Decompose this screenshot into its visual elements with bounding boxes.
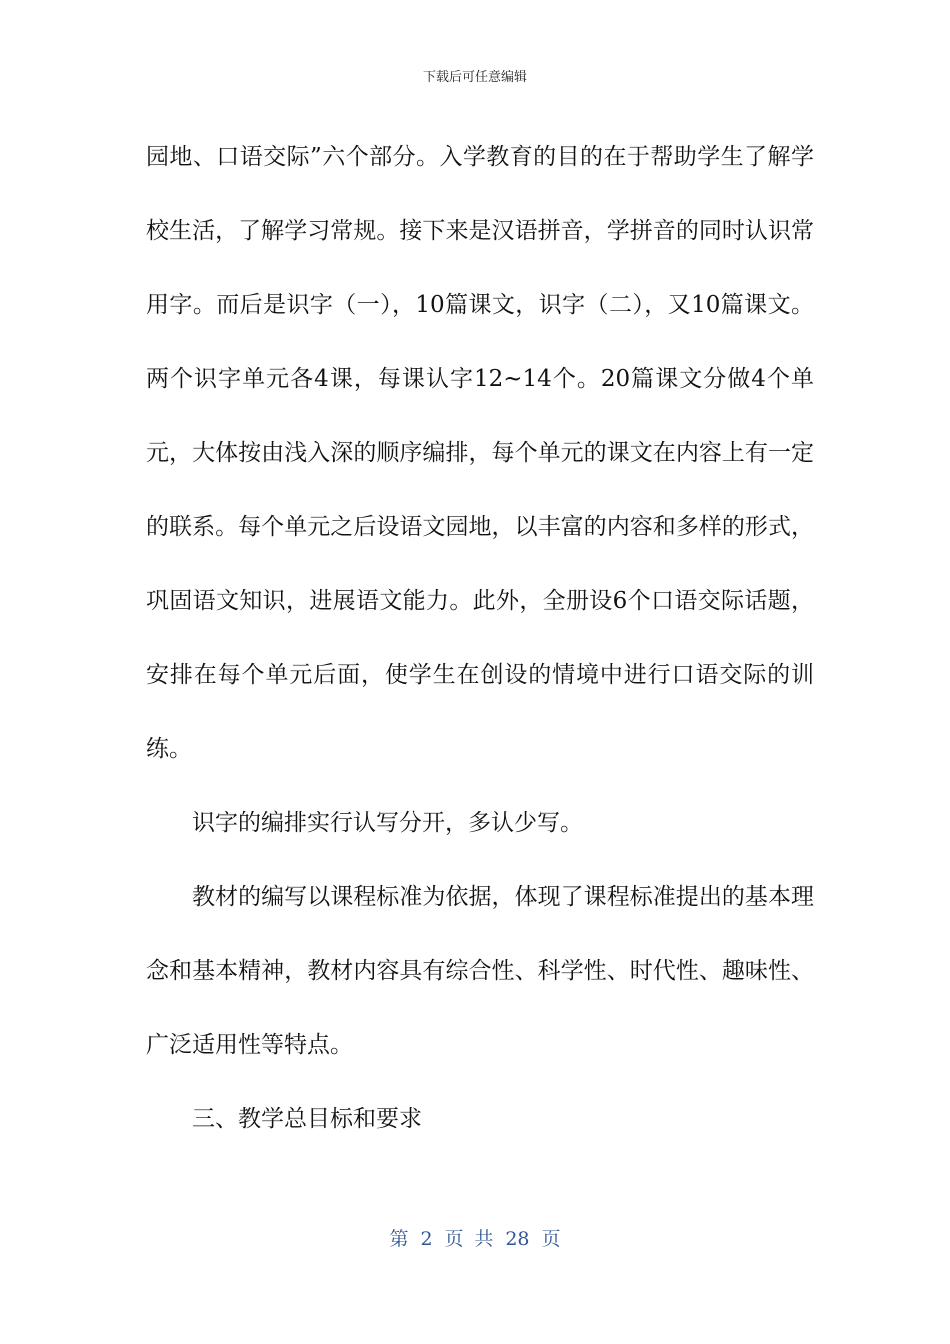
header-note: 下载后可任意编辑: [422, 70, 527, 85]
paragraph-textbook-features: 教材的编写以课程标准为依据，体现了课程标准提出的基本理念和基本精神，教材内容具有综合性、科学性、时代性、趣味性、广泛适用性等特点。: [146, 884, 814, 1058]
footer-page-total: 28: [505, 1228, 530, 1250]
paragraph-literacy-arrangement: 识字的编排实行认写分开，多认少写。: [192, 810, 583, 836]
footer-page-current: 2: [420, 1228, 433, 1250]
document-body: [146, 120, 814, 1156]
footer-suffix: 页: [541, 1228, 561, 1250]
section-heading-teaching-goals: 三、教学总目标和要求: [192, 1106, 422, 1132]
page-number-footer: [0, 1224, 950, 1251]
footer-middle: 页 共: [444, 1228, 494, 1250]
footer-prefix: 第: [389, 1228, 409, 1250]
paragraph-intro-continued: 园地、口语交际”六个部分。入学教育的目的在于帮助学生了解学校生活，了解学习常规。接下来是汉语拼音，学拼音的同时认识常用字。而后是识字（一），10篇课文，识字（二），又10篇课文。两个识字单元各4课，每课认字12~14个。20篇课文分做4个单元，大体按由浅入深的顺序编排，每个单元的课文在内容上有一定的联系。每个单元之后设语文园地，以丰富的内容和多样的形式，巩固语文知识，进展语文能力。此外，全册设6个口语交际话题，安排在每个单元后面，使学生在创设的情境中进行口语交际的训练。: [146, 144, 814, 762]
